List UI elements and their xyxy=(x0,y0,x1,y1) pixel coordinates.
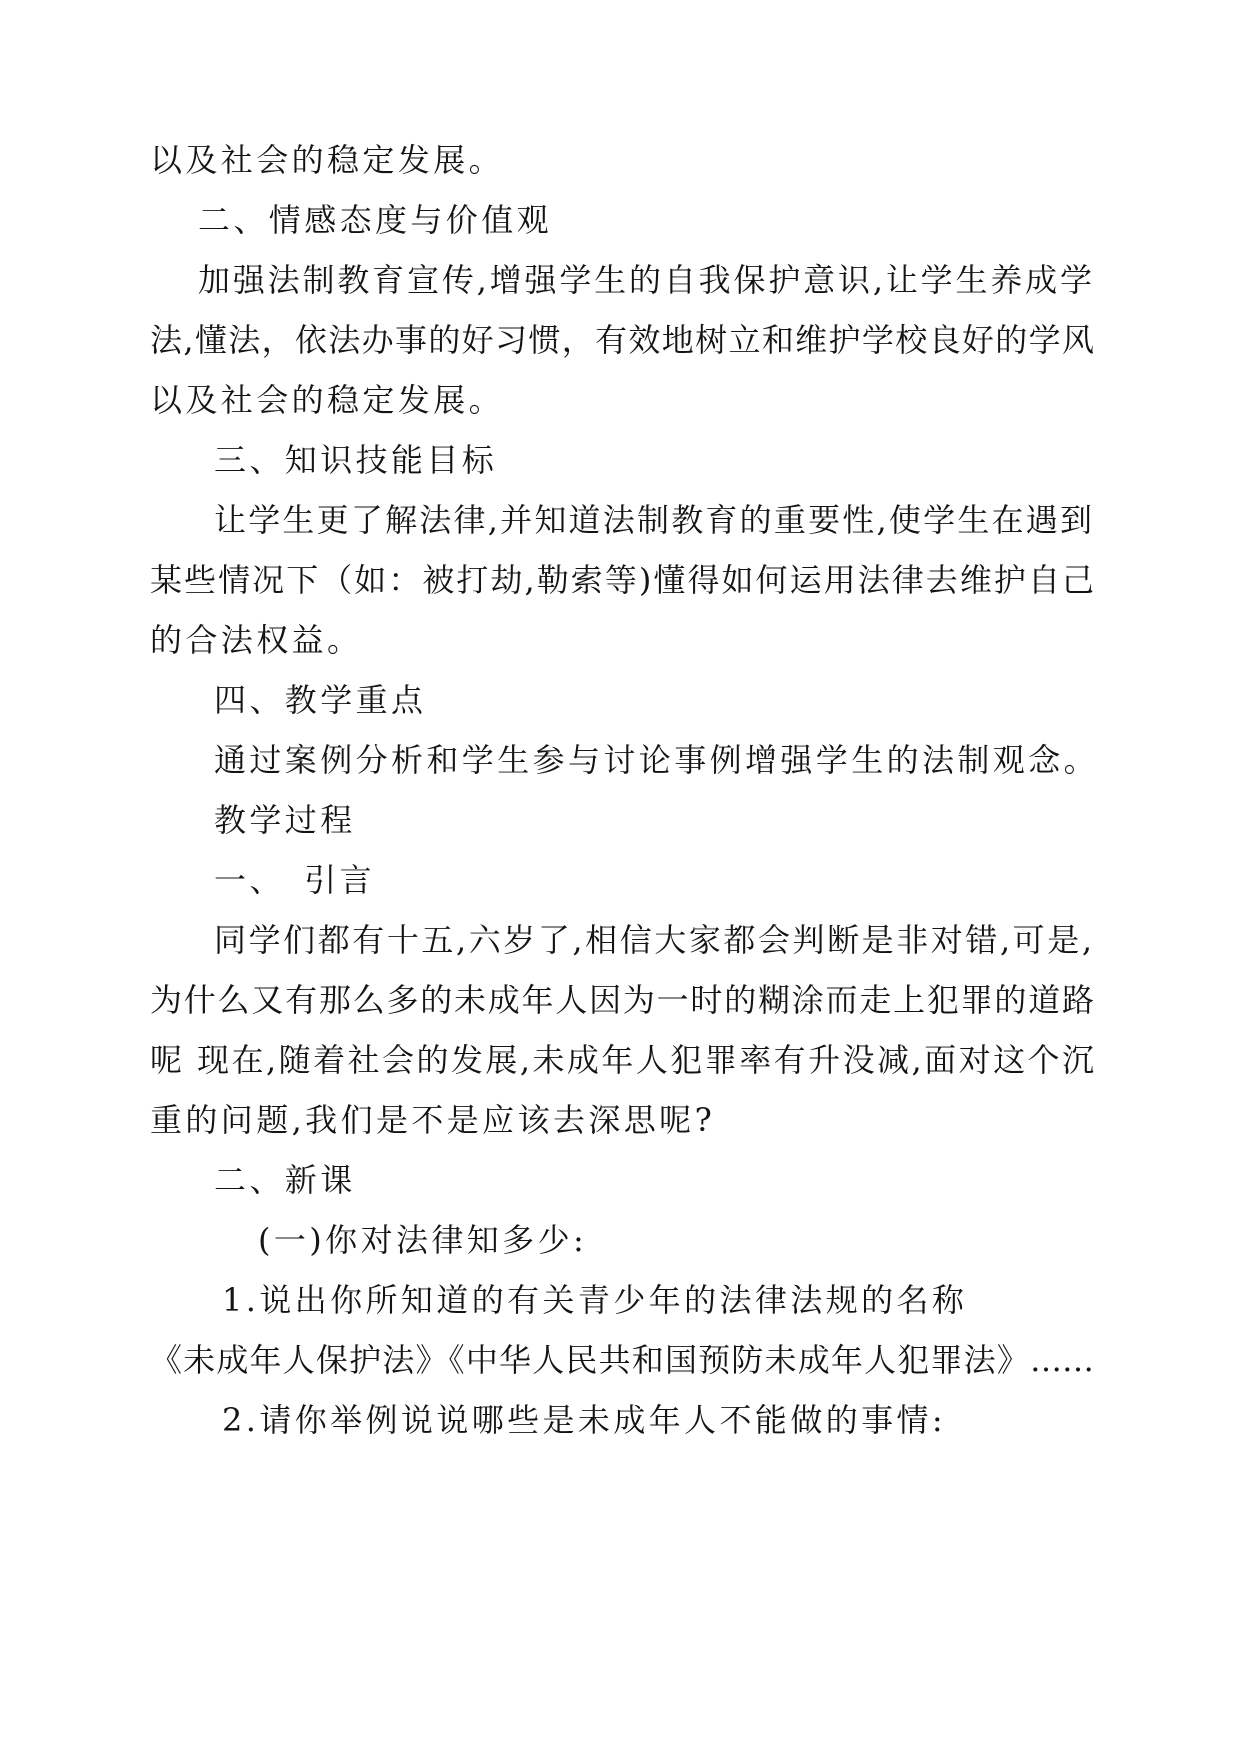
paragraph-line: 重的问题,我们是不是应该去深思呢? xyxy=(150,1101,716,1139)
subsection-heading: (一)你对法律知多少: xyxy=(258,1221,588,1259)
paragraph-line: 以及社会的稳定发展。 xyxy=(150,141,505,179)
section-heading: 二、新课 xyxy=(214,1161,356,1199)
paragraph-line: 的合法权益。 xyxy=(150,621,363,659)
paragraph-line: 法,懂法，依法办事的好习惯，有效地树立和维护学校良好的学风 xyxy=(150,321,1094,359)
section-heading: 二、情感态度与价值观 xyxy=(198,201,553,239)
list-item: 1.说出你所知道的有关青少年的法律法规的名称 xyxy=(222,1281,968,1319)
section-heading: 三、知识技能目标 xyxy=(214,441,498,479)
section-heading: 教学过程 xyxy=(214,801,356,839)
paragraph-line: 呢 现在,随着社会的发展,未成年人犯罪率有升没减,面对这个沉 xyxy=(150,1041,1094,1079)
paragraph-line: 同学们都有十五,六岁了,相信大家都会判断是非对错,可是, xyxy=(214,921,1092,959)
paragraph-line: 让学生更了解法律,并知道法制教育的重要性,使学生在遇到 xyxy=(214,501,1092,539)
section-heading: 一、 引言 xyxy=(214,861,376,899)
paragraph-line: 《未成年人保护法》《中华人民共和国预防未成年人犯罪法》…… xyxy=(150,1341,1094,1379)
paragraph-line: 加强法制教育宣传,增强学生的自我保护意识,让学生养成学 xyxy=(198,261,1092,299)
paragraph-line: 通过案例分析和学生参与讨论事例增强学生的法制观念。 xyxy=(214,741,1100,779)
list-item: 2.请你举例说说哪些是未成年人不能做的事情: xyxy=(222,1401,947,1439)
paragraph-line: 为什么又有那么多的未成年人因为一时的糊涂而走上犯罪的道路 xyxy=(150,981,1094,1019)
paragraph-line: 某些情况下（如：被打劫,勒索等)懂得如何运用法律去维护自己 xyxy=(150,561,1094,599)
paragraph-line: 以及社会的稳定发展。 xyxy=(150,381,505,419)
section-heading: 四、教学重点 xyxy=(214,681,427,719)
